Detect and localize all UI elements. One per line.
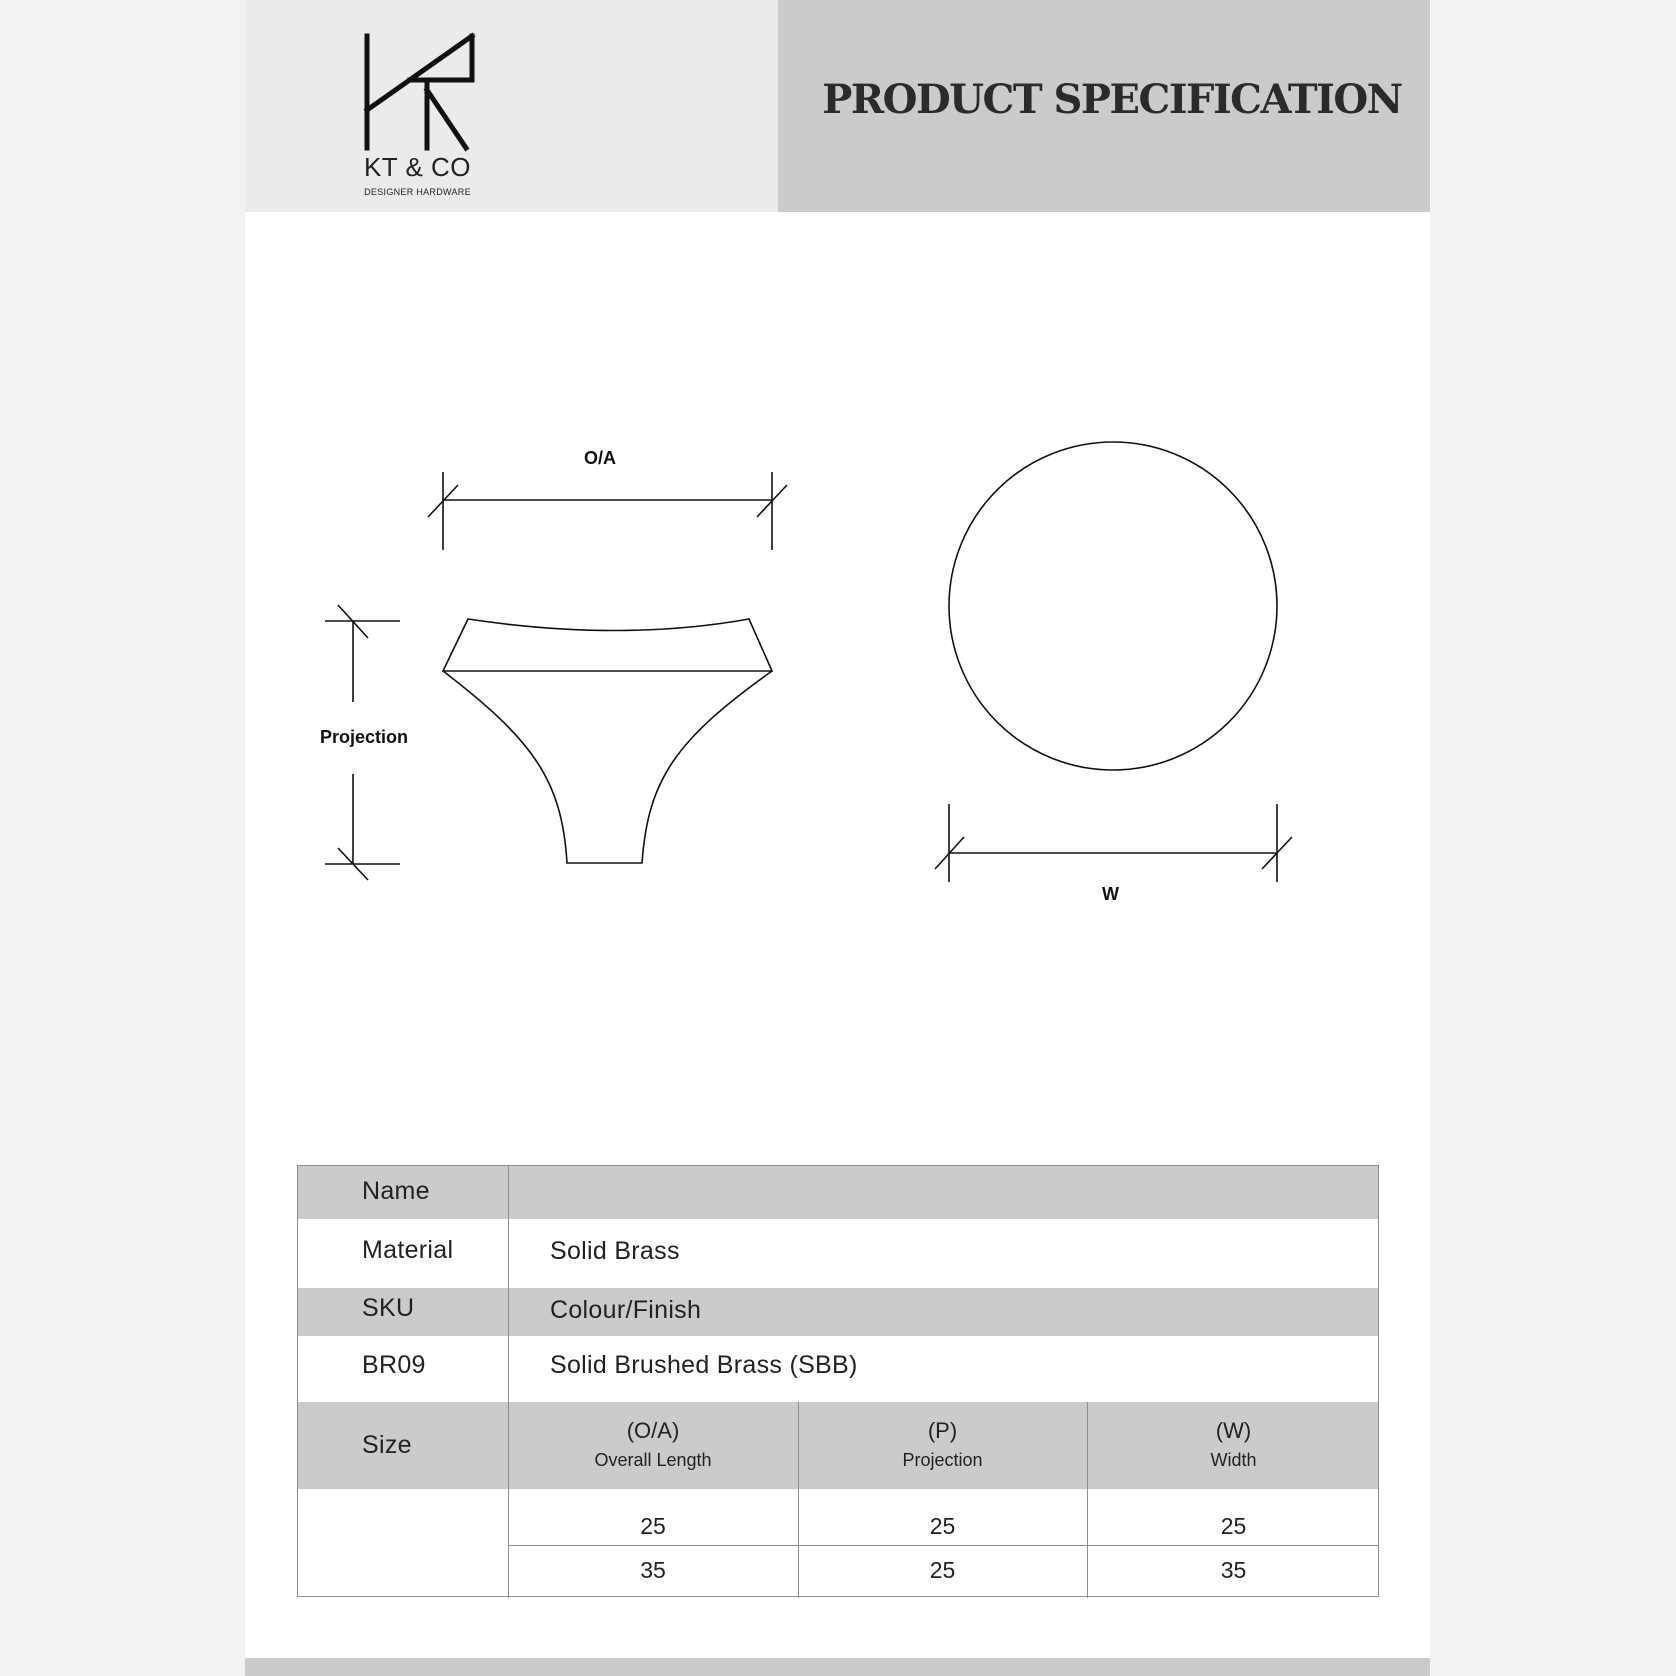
row-divider <box>508 1545 1378 1546</box>
column-header-overall-length <box>508 1418 798 1471</box>
column-header-projection <box>798 1418 1087 1471</box>
size-cell: 25 <box>929 1557 956 1583</box>
technical-drawing <box>245 0 1430 1000</box>
overall-length-label: O/A <box>584 448 617 468</box>
knob-top-view <box>949 442 1277 770</box>
size-cell: 25 <box>929 1513 956 1539</box>
size-cell: 25 <box>640 1513 666 1539</box>
sku-value: BR09 <box>362 1351 426 1379</box>
sku-row-band <box>298 1288 1378 1336</box>
column-description: Width <box>1210 1450 1257 1470</box>
column-code: (W) <box>1215 1418 1252 1443</box>
size-label: Size <box>362 1431 412 1459</box>
projection-label: Projection <box>320 727 409 747</box>
knob-side-profile <box>443 619 772 671</box>
column-description: Projection <box>902 1450 983 1470</box>
width-label: W <box>1102 884 1119 904</box>
material-label: Material <box>362 1236 454 1264</box>
column-code: (O/A) <box>626 1418 680 1443</box>
name-row-band <box>298 1166 1378 1219</box>
brand-name: KT & CO <box>363 152 472 182</box>
sku-label: SKU <box>362 1294 415 1322</box>
size-cell: 25 <box>1220 1513 1247 1539</box>
column-header-width <box>1087 1418 1380 1471</box>
page-title: PRODUCT SPECIFICATION <box>822 76 1402 123</box>
size-cell: 35 <box>640 1557 666 1583</box>
column-description: Overall Length <box>594 1450 712 1470</box>
overall-length-dimension <box>428 472 787 550</box>
specification-table <box>297 1165 1379 1597</box>
spec-sheet-page <box>245 0 1430 1676</box>
size-cell: 35 <box>1220 1557 1247 1583</box>
width-dimension <box>935 804 1292 882</box>
name-label: Name <box>362 1177 430 1205</box>
brand-tagline: DESIGNER HARDWARE <box>364 187 471 197</box>
material-value: Solid Brass <box>550 1237 680 1265</box>
column-code: (P) <box>927 1418 958 1443</box>
finish-value: Solid Brushed Brass (SBB) <box>550 1351 858 1379</box>
footer-bar <box>245 1658 1430 1676</box>
finish-label: Colour/Finish <box>550 1296 702 1324</box>
